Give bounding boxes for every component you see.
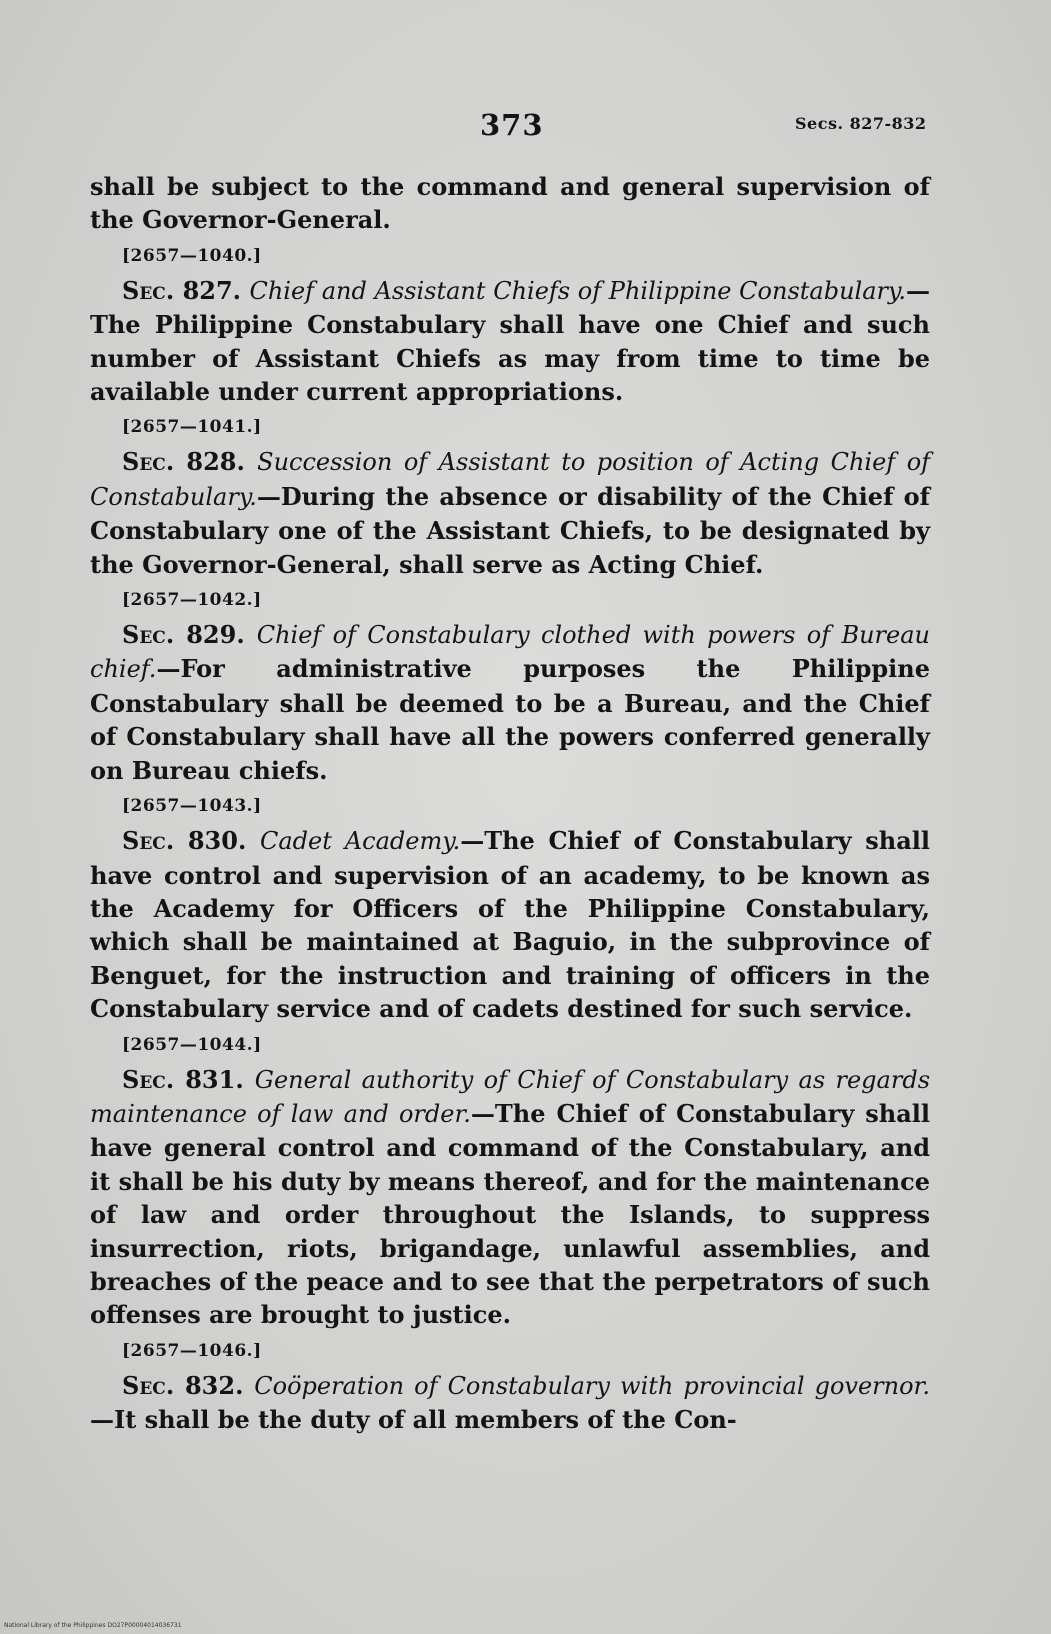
section-body: —The Chief of Constabulary shall have general control and command of the Constabulary, and it shall be his duty by means thereof, and for the maintenance of law and order throughout the Islands, to suppress insurrection, riots, brigandage, unlawful assemblies, and breaches of the peace and to see that the perpetrators of such offenses are brought to justice. [90, 1098, 930, 1330]
source-reference: [2657—1043.] [122, 796, 262, 817]
section-829 [90, 618, 930, 787]
section-label: Sec. 828. [122, 447, 245, 477]
section-body: —The Philippine Constabulary shall have one Chief and such number of Assistant Chiefs as may from time to time be available under current appropriations. [90, 275, 930, 407]
page-header [0, 108, 1051, 148]
section-body: —The Chief of Constabulary shall have control and supervision of an academy, to be known as the Academy for Officers of the Philippine Constabulary, which shall be maintained at Baguio, in the subprovince of Benguet, for the instruction and training of officers in the Constabulary service and of cadets destined for such service. [90, 826, 930, 1024]
section-label: Sec. 830. [122, 826, 247, 856]
section-832 [90, 1369, 930, 1437]
section-title: Cadet Academy. [259, 827, 461, 856]
section-label: Sec. 832. [122, 1370, 244, 1400]
section-title: Chief and Assistant Chiefs of Philippine Constabulary. [249, 276, 906, 305]
intro-paragraph: shall be subject to the command and general supervision of the Governor-General. [90, 172, 930, 235]
section-title: Chief of Constabulary clothed with powers of Bureau chief. [90, 621, 930, 684]
section-830 [90, 824, 930, 1025]
section-label: Sec. 829. [122, 620, 245, 650]
section-title: Succession of Assistant to position of Acting Chief of Constabulary. [90, 448, 931, 511]
section-body: —During the absence or disability of the Chief of Constabulary one of the Assistant Chiefs, to be designated by the Governor-General, shall serve as Acting Chief. [90, 481, 930, 579]
section-828 [90, 445, 930, 581]
section-title: Coöperation of Constabulary with provincial governor. [254, 1371, 930, 1400]
section-827 [90, 274, 930, 409]
source-reference: [2657—1041.] [122, 417, 262, 438]
source-reference: [2657—1044.] [122, 1034, 262, 1055]
scan-footer-note: National Library of the Philippines DO27P00004014036731 [4, 1622, 182, 1629]
section-body: —For administrative purposes the Philippine Constabulary shall be deemed to be a Bureau, and the Chief of Constabulary shall have all the powers conferred generally on Bureau chiefs. [90, 654, 930, 785]
section-label: Sec. 827. [122, 275, 242, 305]
page-number: 373 [480, 108, 544, 142]
running-head: Secs. 827-832 [795, 114, 927, 133]
source-reference: [2657—1046.] [122, 1340, 262, 1361]
section-body: —It shall be the duty of all members of the Con- [90, 1405, 737, 1435]
source-reference: [2657—1042.] [122, 590, 262, 611]
section-title: General authority of Chief of Constabulary as regards maintenance of law and order. [90, 1065, 931, 1128]
section-label: Sec. 831. [122, 1064, 244, 1094]
page-body [90, 170, 930, 1437]
section-831 [90, 1063, 930, 1332]
source-reference: [2657—1040.] [122, 245, 262, 266]
